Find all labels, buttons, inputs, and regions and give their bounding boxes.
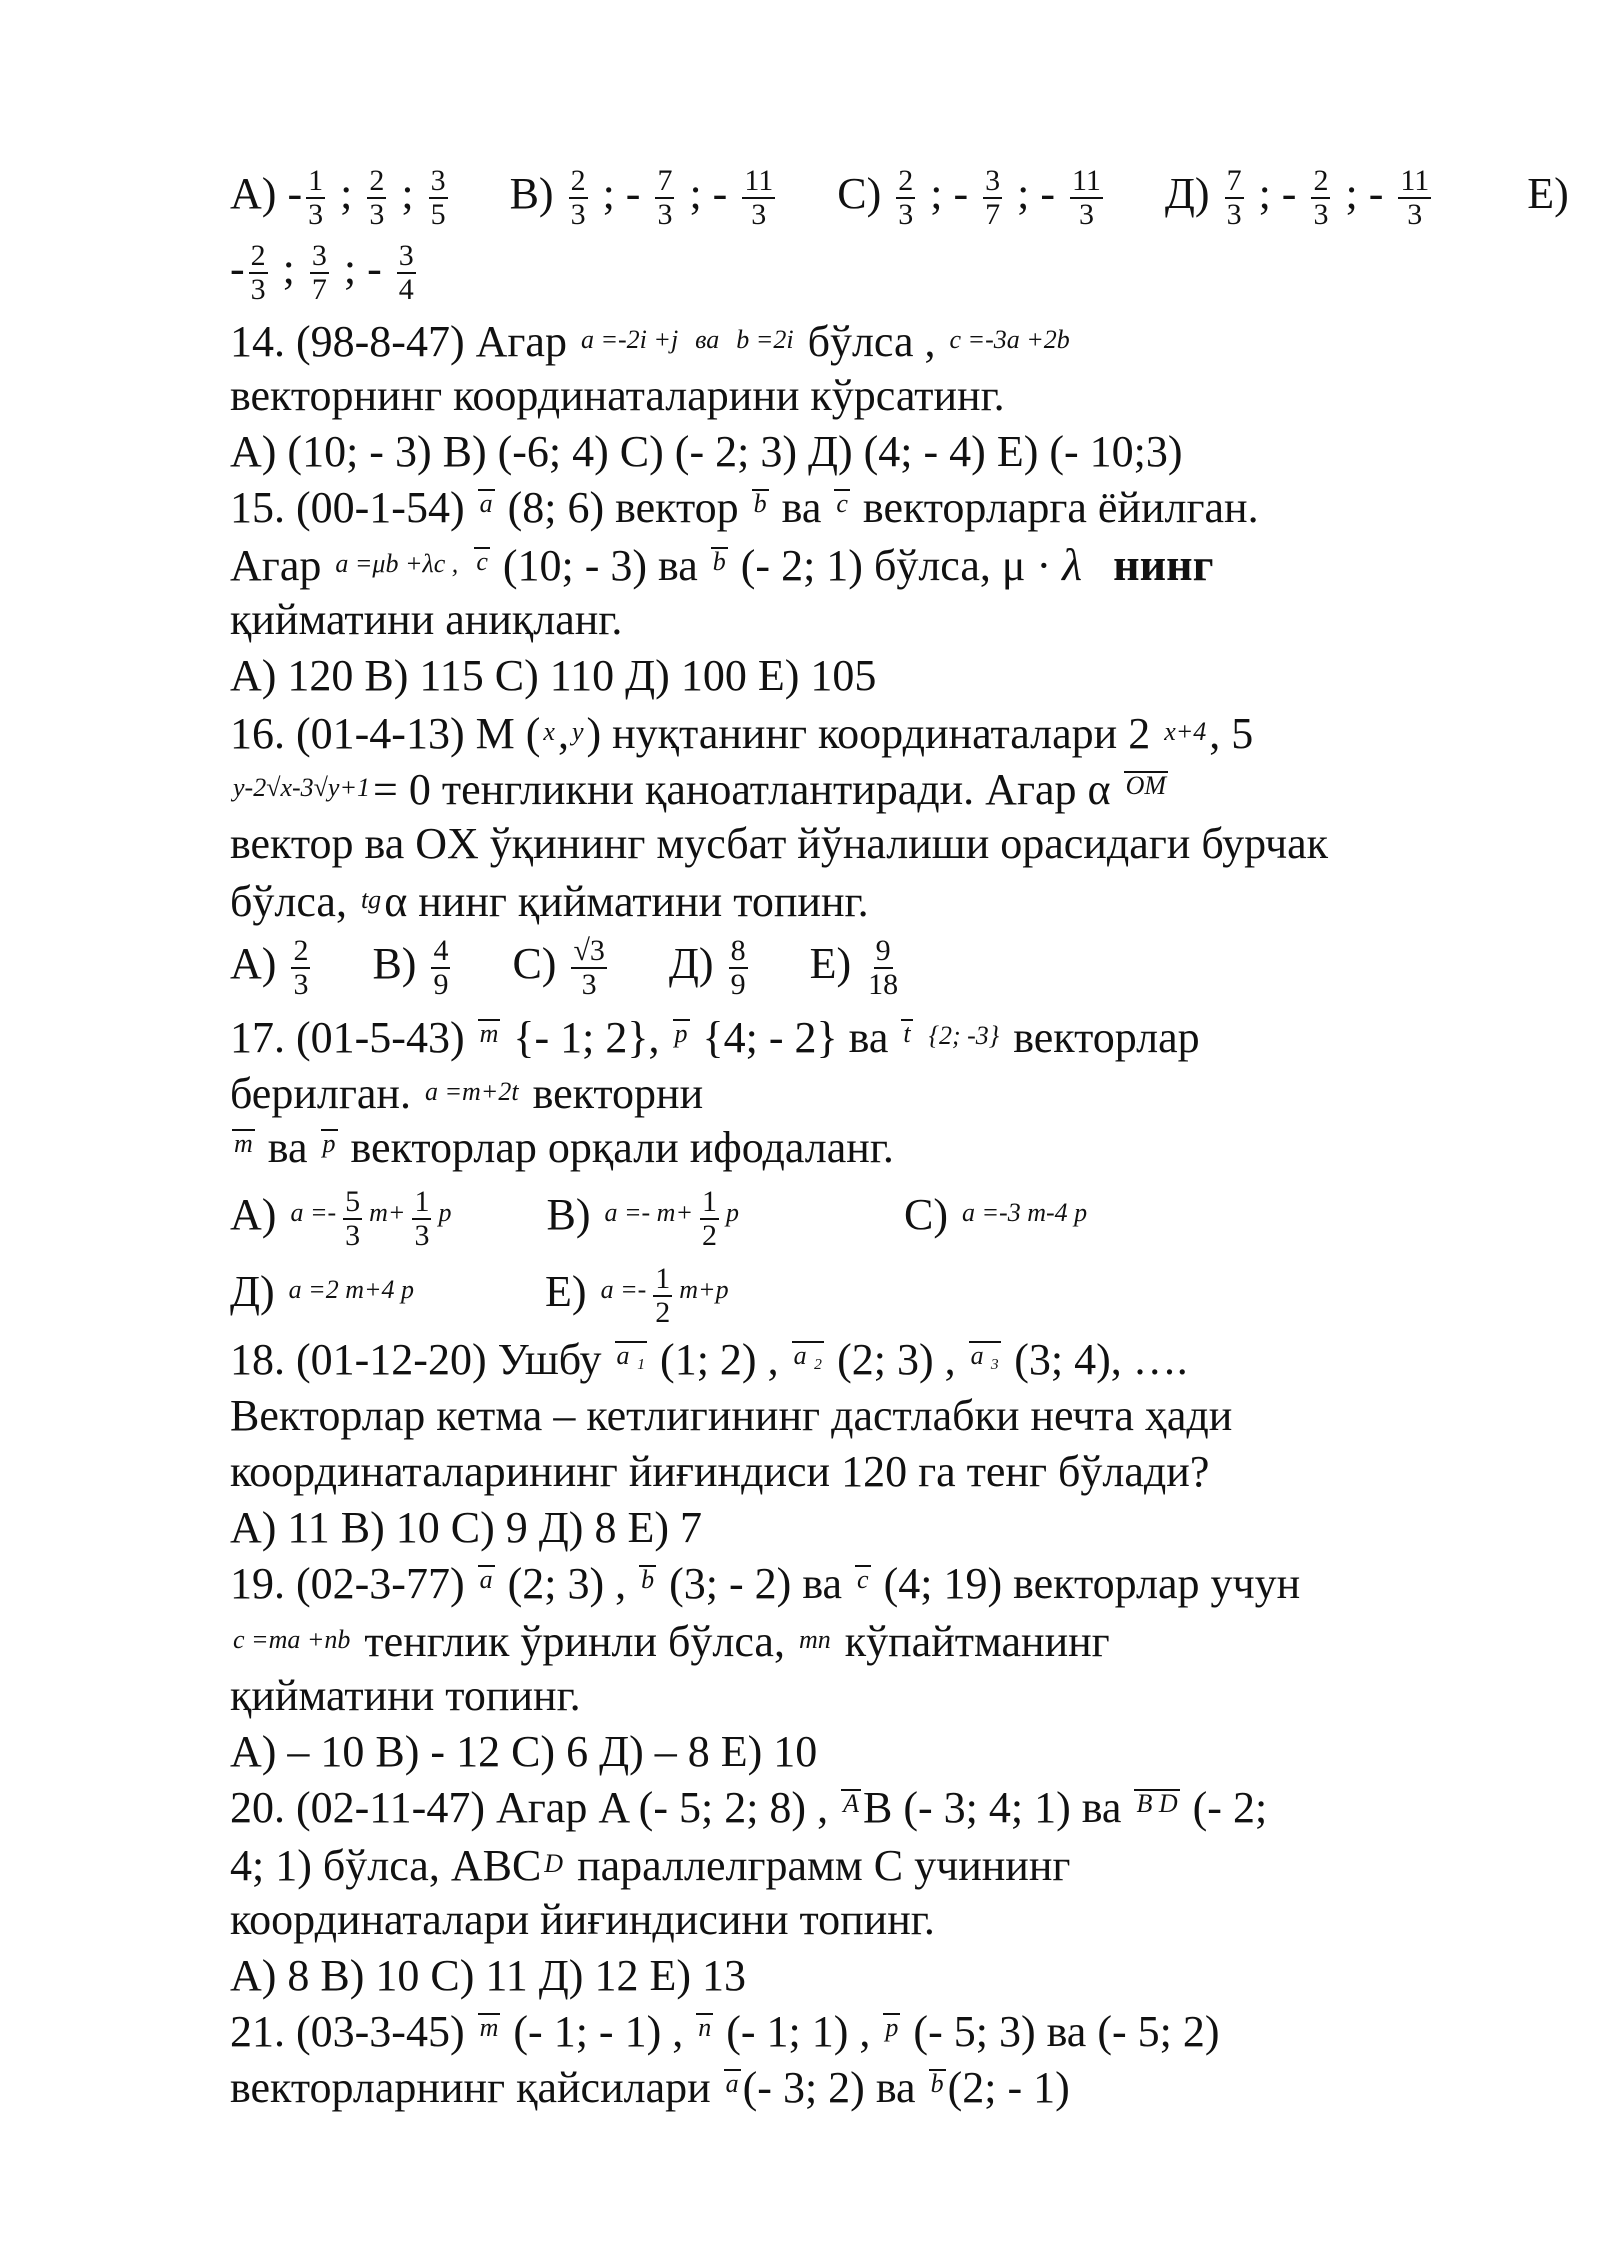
- q21-vector-p: p: [885, 2013, 899, 2042]
- q17-b-frac: [700, 1186, 719, 1252]
- q15-lambda: λ: [1062, 539, 1083, 590]
- q16-exponent-2: y-2√x-3√y+1: [233, 773, 371, 802]
- q20-text-1: B (- 3; 4; 1) ва: [862, 1783, 1122, 1832]
- q20-answers: A) 8 B) 10 C) 11 Д) 12 E) 13: [230, 1951, 746, 2000]
- separator: ; -: [1334, 169, 1395, 219]
- q19-answers: A) – 10 B) - 12 C) 6 Д) – 8 E) 10: [230, 1727, 818, 1776]
- fraction-numerator: 2: [570, 164, 586, 197]
- q17-text-6: ва: [267, 1123, 308, 1172]
- q17-d-formula: a =2 m+4 p: [288, 1275, 415, 1304]
- q13-b-values: [565, 164, 780, 231]
- q17-e-post: m+p: [679, 1275, 729, 1304]
- q18-text-3: (3; 4), ….: [1014, 1335, 1188, 1384]
- q20-text-4: параллелграмм C учининг: [577, 1841, 1071, 1890]
- q16-text-1: ) нуқтанинг координаталари 2: [586, 709, 1151, 758]
- separator: ;: [390, 169, 425, 219]
- fraction-numerator: 3: [985, 164, 1001, 197]
- fraction-denominator: 7: [311, 273, 327, 306]
- q14-formula-b: b =2i: [736, 325, 794, 354]
- q15-text-5: (10; - 3) ва: [502, 541, 698, 590]
- q21-text-1: (- 1; - 1) ,: [513, 2007, 684, 2056]
- q16-answers: [230, 935, 904, 1001]
- q17-a-num2: 1: [414, 1184, 430, 1218]
- q20-vector-bd: B D: [1136, 1789, 1178, 1818]
- q15-text-4: Агар: [230, 541, 322, 590]
- q16-text-2: , 5: [1209, 709, 1254, 758]
- fraction: [310, 240, 329, 306]
- q16-line1: [230, 704, 1253, 762]
- fraction-numerator: 3: [311, 239, 327, 272]
- q16-text-3: = 0 тенгликни қаноатлантиради. Агар α: [373, 765, 1111, 814]
- separator: ; -: [332, 244, 393, 294]
- fraction-numerator: 11: [1400, 164, 1430, 197]
- q19-text-2: (3; - 2) ва: [669, 1559, 843, 1608]
- q21-text-2: (- 1; 1) ,: [726, 2007, 871, 2056]
- q14-answers: A) (10; - 3) B) (-6; 4) C) (- 2; 3) Д) (4; - 4) E) (- 10;3): [230, 427, 1183, 476]
- q17-vector-m2: m: [234, 1129, 253, 1158]
- q16-a-den: 3: [293, 968, 309, 1001]
- fraction: [1311, 165, 1330, 231]
- q21-vector-a: a: [725, 2069, 739, 2098]
- q16-b-den: 9: [433, 968, 449, 1001]
- q21-line1: [230, 2004, 1220, 2060]
- q17-vector-p2: p: [322, 1129, 336, 1158]
- q13-d-label: Д): [1164, 169, 1210, 219]
- q18-vector-a2: a ₂: [793, 1341, 823, 1370]
- q17-vector-t: t: [903, 1019, 911, 1048]
- q15-vector-b2: b: [712, 547, 726, 576]
- q17-text-3: векторлар: [1013, 1013, 1200, 1062]
- q13-d-values: [1221, 164, 1436, 231]
- q21-line2: [230, 2060, 1070, 2116]
- q14-va: ва: [695, 325, 720, 354]
- q21-text-6: (2; - 1): [947, 2063, 1070, 2112]
- q19-text-1: (2; 3) ,: [507, 1559, 627, 1608]
- q17-e-num: 1: [655, 1261, 671, 1295]
- q16-comma: ,: [557, 709, 569, 758]
- q13-e-label: E): [1527, 169, 1569, 219]
- q20-d: D: [544, 1849, 564, 1878]
- q16-c-fraction: [571, 935, 606, 1001]
- q14-mid: бўлса ,: [807, 317, 936, 366]
- q16-vector-om: OM: [1125, 771, 1167, 800]
- q20-head: 20. (02-11-47) Агар A (- 5; 2; 8) ,: [230, 1783, 829, 1832]
- q21-vector-m: m: [479, 2013, 499, 2042]
- q19-formula: c =ma +nb: [233, 1625, 351, 1654]
- q15-line2: [230, 536, 1213, 594]
- q13-a-values: [287, 164, 451, 231]
- separator: ;: [329, 169, 364, 219]
- q18-line2: Векторлар кетма – кетлигининг дастлабки нечта ҳади: [230, 1391, 1233, 1440]
- fraction-sign: -: [287, 169, 303, 219]
- fraction-numerator: 2: [898, 164, 914, 197]
- q20-line2: [230, 1836, 1070, 1894]
- fraction-denominator: 3: [250, 273, 266, 306]
- q17-e-den: 2: [655, 1295, 671, 1329]
- q18-text-1: (1; 2) ,: [660, 1335, 779, 1384]
- fraction: [429, 165, 448, 231]
- q17-line2: [230, 1064, 703, 1122]
- q20-text-3: 4; 1) бўлса, ABC: [230, 1841, 542, 1890]
- fraction-numerator: 7: [657, 164, 673, 197]
- fraction-denominator: 3: [657, 198, 673, 231]
- q16-text-5: α нинг қийматини топинг.: [384, 877, 869, 926]
- q18-text-2: (2; 3) ,: [837, 1335, 956, 1384]
- fraction: [306, 165, 325, 231]
- fraction: [742, 165, 775, 231]
- q16-line4: [230, 872, 869, 930]
- fraction: [983, 165, 1002, 231]
- q17-head: 17. (01-5-43): [230, 1013, 465, 1062]
- q19-text-4: тенглик ўринли бўлса,: [364, 1617, 785, 1666]
- q15-text-2: ва: [781, 483, 822, 532]
- q21-vector-b: b: [930, 2069, 944, 2098]
- fraction-numerator: 2: [250, 239, 266, 272]
- q19-vector-b: b: [641, 1565, 655, 1594]
- q19-mn: mn: [798, 1625, 831, 1654]
- q19-vector-c: c: [857, 1565, 869, 1594]
- q17-a-num1: 5: [345, 1184, 361, 1218]
- fraction-denominator: 3: [570, 198, 586, 231]
- q16-b-label: B): [372, 939, 417, 989]
- q16-line2: [230, 760, 1170, 818]
- q16-e-den: 18: [868, 968, 899, 1001]
- q21-text-5: (- 3; 2) ва: [742, 2063, 916, 2112]
- q16-a-num: 2: [293, 934, 309, 967]
- fraction: [1398, 165, 1431, 231]
- q13-a-label: A): [230, 169, 277, 219]
- q17-a-pre: a =-: [290, 1198, 337, 1227]
- q14-formula-c: c =-3a +2b: [949, 325, 1070, 354]
- q16-head: 16. (01-4-13) M (: [230, 709, 541, 758]
- q17-answers-line2: [230, 1262, 732, 1329]
- q15-text-7: нинг: [1113, 539, 1214, 590]
- q17-text-5: векторни: [532, 1069, 704, 1118]
- fraction-numerator: 3: [398, 239, 414, 272]
- fraction: [1070, 165, 1103, 231]
- q16-d-den: 9: [730, 968, 746, 1001]
- q19-line1: [230, 1556, 1300, 1612]
- q17-b-label: B): [546, 1190, 591, 1239]
- q18-vector-a3: a ₃: [970, 1341, 1000, 1370]
- fraction-denominator: 3: [1078, 198, 1094, 231]
- q16-a-label: A): [230, 939, 277, 989]
- q17-line3: [230, 1120, 894, 1176]
- q15-answers: A) 120 B) 115 C) 110 Д) 100 E) 105: [230, 651, 877, 700]
- q15-line1: [230, 480, 1259, 536]
- q17-e-label: E): [545, 1267, 587, 1316]
- q21-head: 21. (03-3-45): [230, 2007, 465, 2056]
- q17-a-post: p: [438, 1198, 452, 1227]
- q17-a-frac2: [412, 1186, 431, 1252]
- q19-line2: [230, 1612, 1110, 1670]
- fraction-denominator: 3: [1407, 198, 1423, 231]
- q17-a-frac1: [343, 1186, 362, 1252]
- q17-e-frac: [653, 1263, 672, 1329]
- fraction-denominator: 3: [751, 198, 767, 231]
- q15-vector-a: a: [479, 489, 493, 518]
- fraction-denominator: 4: [398, 273, 414, 306]
- fraction: [249, 240, 268, 306]
- q20-line3: координаталари йиғиндисини топинг.: [230, 1895, 935, 1944]
- q17-a-mid: m+: [369, 1198, 406, 1227]
- fraction: [367, 165, 386, 231]
- q20-vector-a: A: [843, 1789, 859, 1818]
- q15-head: 15. (00-1-54): [230, 483, 465, 532]
- q13-answers-line1: [230, 165, 1569, 231]
- q17-line1: [230, 1008, 1200, 1066]
- fraction-sign: -: [230, 244, 245, 294]
- q17-text-1: {- 1; 2},: [513, 1013, 660, 1062]
- fraction-numerator: 11: [744, 164, 774, 197]
- q18-line3: координаталарининг йиғиндиси 120 га тенг бўлади?: [230, 1447, 1210, 1496]
- fraction: [397, 240, 416, 306]
- q17-c-formula: a =-3 m-4 p: [962, 1198, 1088, 1227]
- fraction-denominator: 3: [369, 198, 385, 231]
- q19-text-5: кўпайтманинг: [844, 1617, 1110, 1666]
- q15-line3: қийматини аниқланг.: [230, 595, 623, 644]
- q16-e-num: 9: [875, 934, 891, 967]
- q14-line2: векторнинг координаталарини кўрсатинг.: [230, 371, 1005, 420]
- q15-vector-c: c: [836, 489, 848, 518]
- fraction: [655, 165, 674, 231]
- q17-text-4: берилган.: [230, 1069, 411, 1118]
- q16-c-label: C): [512, 939, 557, 989]
- q15-vector-c2: c: [476, 547, 488, 576]
- separator: ; -: [919, 169, 980, 219]
- q17-answers-line1: [230, 1185, 1090, 1252]
- q17-b-num: 1: [702, 1184, 717, 1218]
- q16-a-fraction: [291, 935, 310, 1001]
- fraction-denominator: 3: [1313, 198, 1329, 231]
- separator: ; -: [1247, 169, 1308, 219]
- q19-head: 19. (02-3-77): [230, 1559, 465, 1608]
- q16-c-num: √3: [573, 934, 605, 967]
- q17-t-coords: {2; -3}: [928, 1021, 1000, 1050]
- q16-line3: вектор ва OX ўқининг мусбат йўналиши орасидаги бурчак: [230, 819, 1329, 868]
- fraction-numerator: 2: [369, 164, 385, 197]
- q16-d-num: 8: [730, 934, 746, 967]
- q16-x: x: [543, 717, 555, 746]
- fraction-numerator: 11: [1072, 164, 1101, 197]
- q17-text-7: векторлар орқали ифодаланг.: [350, 1123, 894, 1172]
- q13-b-label: B): [509, 169, 554, 219]
- q17-text-2: {4; - 2} ва: [702, 1013, 889, 1062]
- separator: ; -: [1006, 169, 1067, 219]
- fraction-numerator: 2: [1313, 164, 1329, 197]
- q18-head: 18. (01-12-20) Ушбу: [230, 1335, 602, 1384]
- q18-line1: [230, 1332, 1188, 1388]
- fraction-denominator: 3: [308, 198, 324, 231]
- q17-b-post: p: [726, 1198, 739, 1227]
- q14-head: 14. (98-8-47) Агар: [230, 317, 567, 366]
- q13-c-values: [892, 164, 1107, 231]
- q16-c-den: 3: [581, 968, 597, 1001]
- q17-formula: a =m+2t: [424, 1077, 519, 1106]
- q21-text-3: (- 5; 3) ва (- 5; 2): [913, 2007, 1220, 2056]
- q16-d-fraction: [729, 935, 748, 1001]
- fraction: [1225, 165, 1244, 231]
- q17-b-den: 2: [702, 1218, 717, 1252]
- fraction-denominator: 3: [1226, 198, 1242, 231]
- q16-text-4: бўлса,: [230, 877, 347, 926]
- q17-a-den1: 3: [345, 1218, 361, 1252]
- q16-b-fraction: [431, 935, 450, 1001]
- q15-vector-b: b: [753, 489, 767, 518]
- separator: ; -: [591, 169, 652, 219]
- fraction: [569, 165, 588, 231]
- q18-answers: A) 11 B) 10 C) 9 Д) 8 E) 7: [230, 1503, 702, 1552]
- q20-text-2: (- 2;: [1192, 1783, 1268, 1832]
- q16-tg: tg: [360, 885, 382, 914]
- q17-a-den2: 3: [414, 1218, 430, 1252]
- q21-text-4: векторларнинг қайсилари: [230, 2063, 711, 2112]
- q17-vector-p: p: [674, 1019, 688, 1048]
- q16-y: y: [571, 717, 584, 746]
- q19-text-3: (4; 19) векторлар учун: [883, 1559, 1301, 1608]
- fraction-denominator: 3: [898, 198, 914, 231]
- q16-e-label: E): [809, 939, 852, 989]
- q16-d-label: Д): [668, 939, 714, 989]
- q17-d-label: Д): [230, 1267, 275, 1316]
- q17-c-label: C): [904, 1190, 948, 1239]
- q17-vector-m: m: [479, 1019, 499, 1048]
- q16-exponent-1: x+4: [1164, 717, 1207, 746]
- q13-e-values: [230, 239, 420, 306]
- q17-a-label: A): [230, 1190, 277, 1239]
- fraction-numerator: 7: [1226, 164, 1242, 197]
- q21-vector-n: n: [698, 2013, 712, 2042]
- fraction-denominator: 5: [430, 198, 446, 231]
- q14-line1: [230, 312, 1073, 370]
- fraction-numerator: 3: [430, 164, 446, 197]
- fraction: [896, 165, 915, 231]
- q16-b-num: 4: [433, 934, 449, 967]
- q16-e-fraction: [866, 935, 900, 1001]
- q15-text-1: (8; 6) вектор: [507, 483, 739, 532]
- q17-e-pre: a =-: [600, 1275, 647, 1304]
- separator: ;: [271, 244, 306, 294]
- q13-c-label: C): [837, 169, 882, 219]
- q15-text-6: (- 2; 1) бўлса, μ ·: [740, 541, 1052, 590]
- q20-line1: [230, 1780, 1267, 1836]
- separator: ; -: [678, 169, 739, 219]
- q17-b-pre: a =- m+: [604, 1198, 693, 1227]
- q19-line3: қийматини топинг.: [230, 1671, 581, 1720]
- fraction-denominator: 7: [985, 198, 1001, 231]
- q15-formula: a =μb +λc ,: [335, 549, 459, 578]
- q15-text-3: векторларга ёйилган.: [862, 483, 1259, 532]
- q18-vector-a1: a ₁: [616, 1341, 646, 1370]
- q19-vector-a: a: [479, 1565, 493, 1594]
- fraction-numerator: 1: [308, 164, 324, 197]
- q13-answers-line2: [230, 240, 420, 306]
- q14-formula-a: a =-2i +j: [580, 325, 679, 354]
